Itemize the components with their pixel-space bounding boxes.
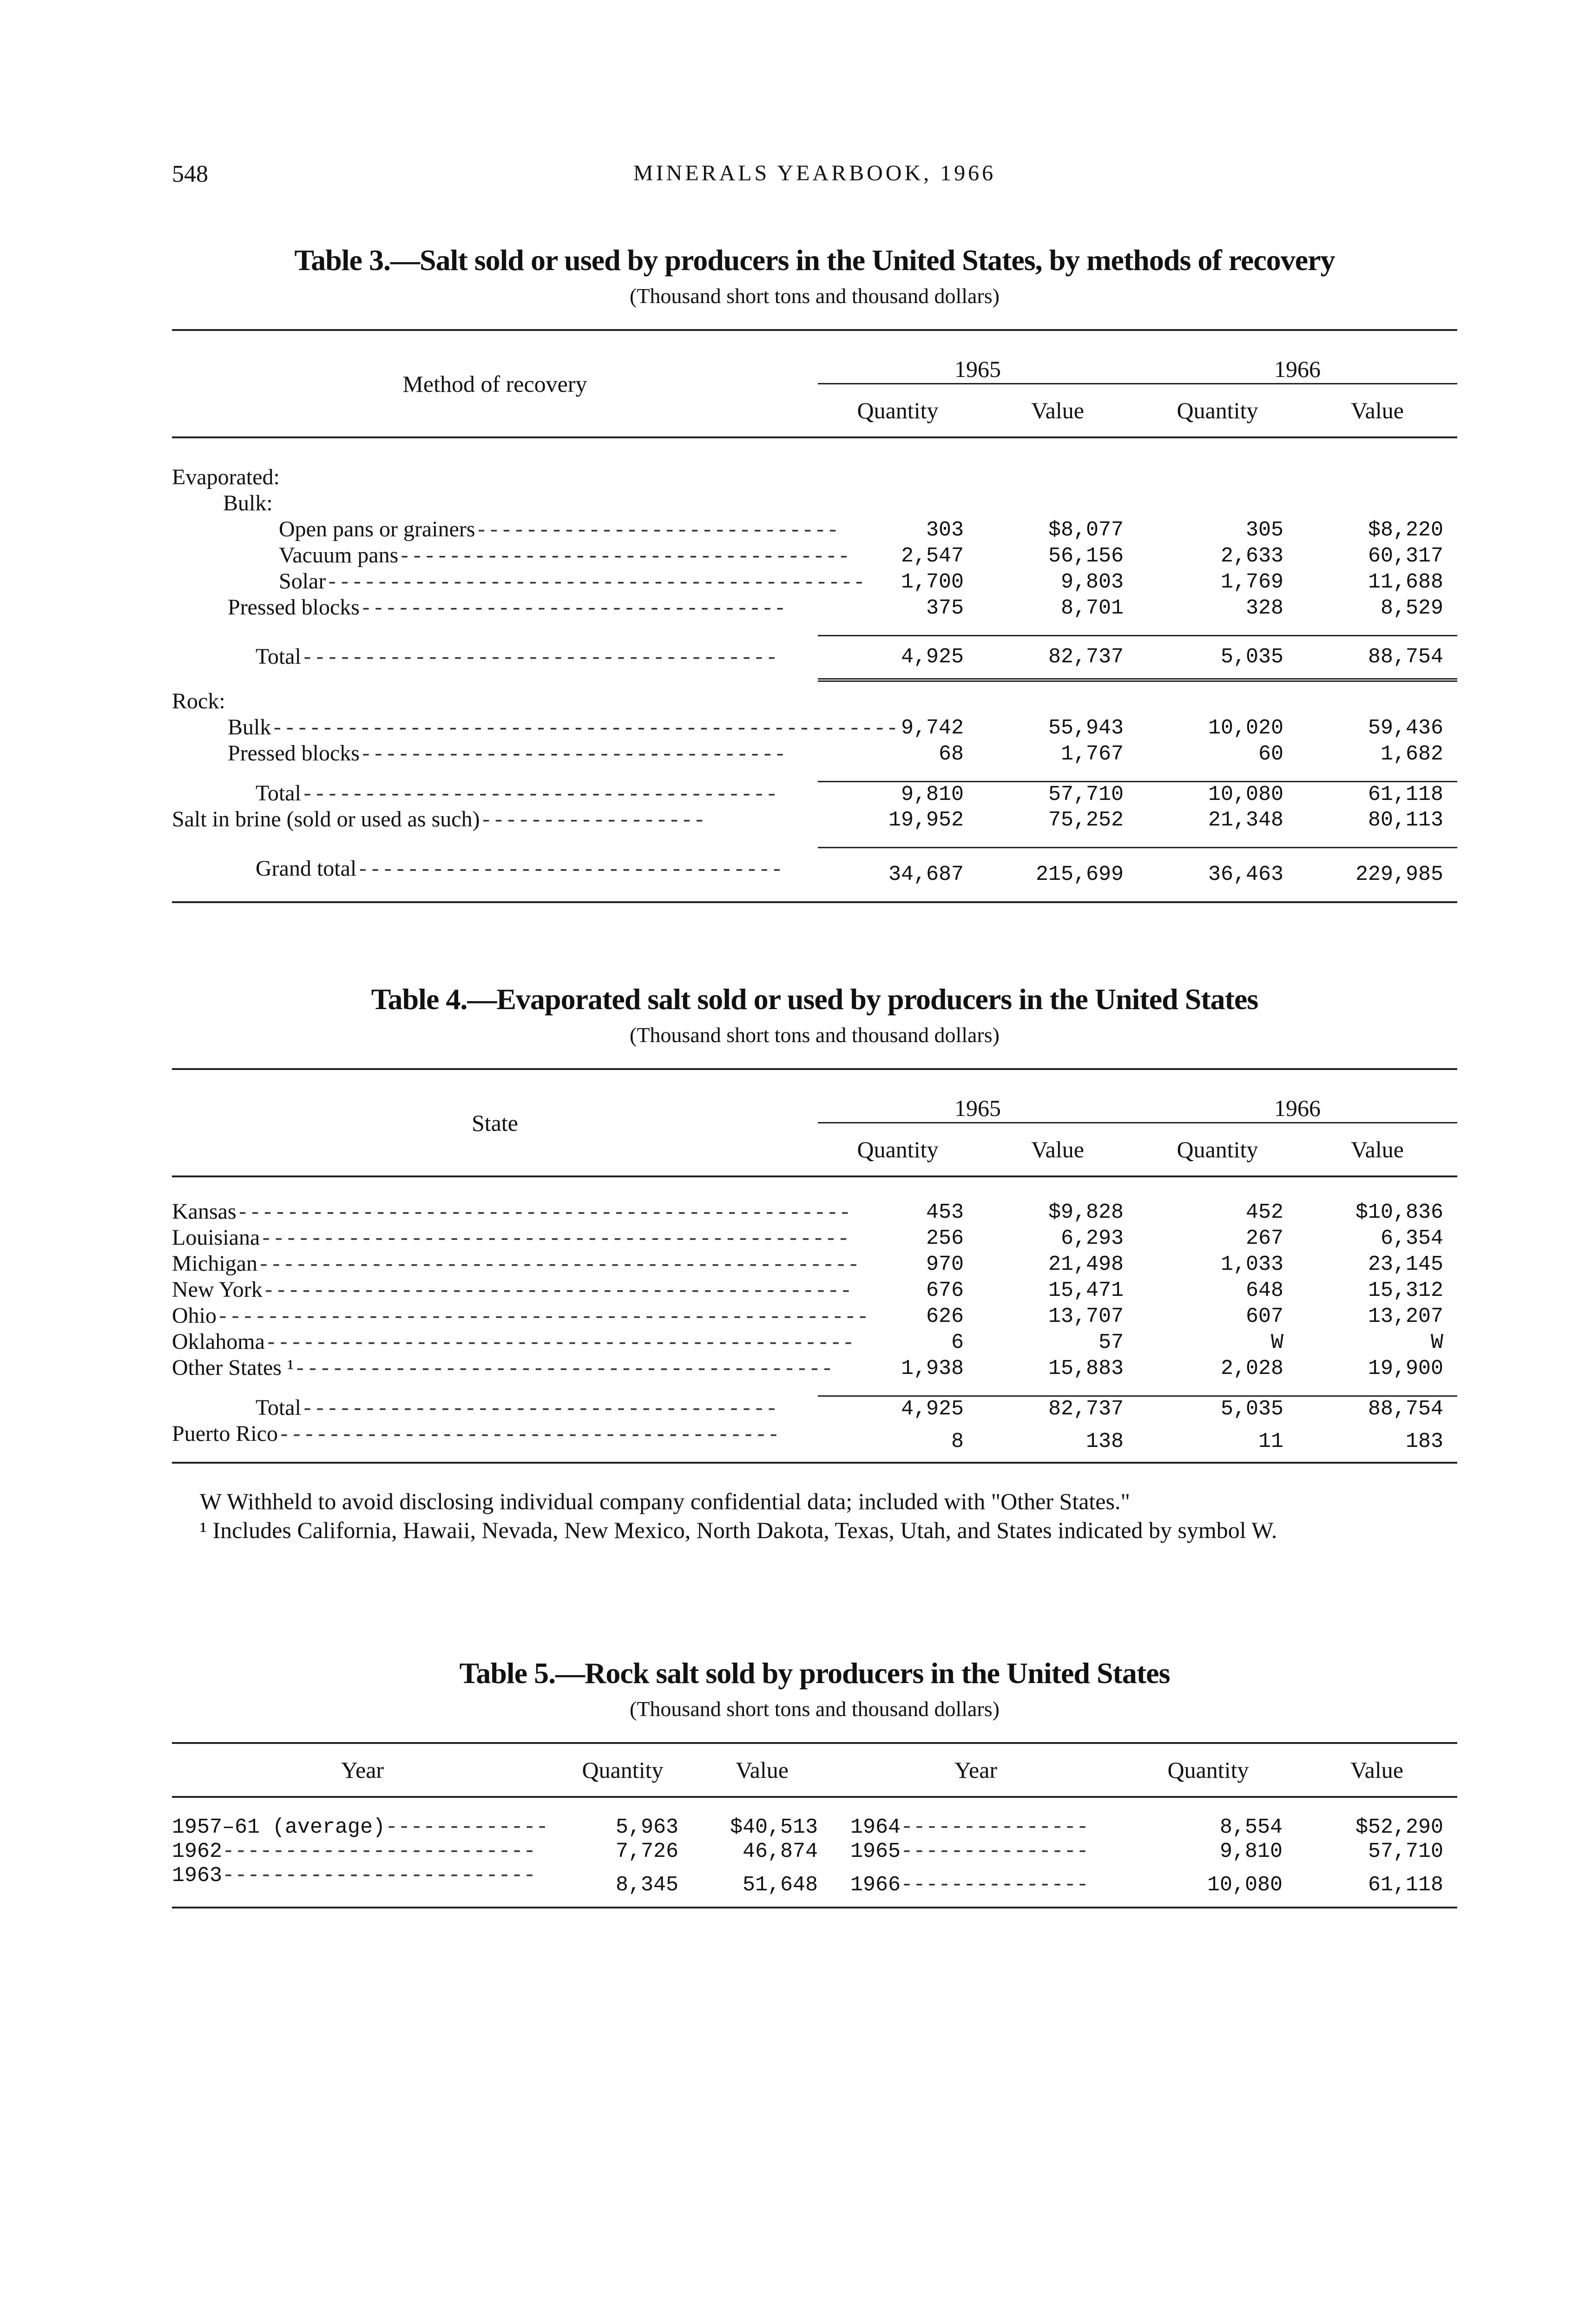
row-label: Puerto Rico: [172, 1421, 278, 1446]
table-row: Pressed blocks---------------------------------- 68 1,767 60 1,682: [172, 741, 1457, 767]
cell-quantity-1965: 256: [926, 1227, 964, 1250]
table-4-block: [172, 981, 1457, 1545]
cell-quantity: 5,963: [615, 1816, 678, 1839]
column-header-quantity: Quantity: [582, 1757, 664, 1783]
row-label: Total: [256, 781, 301, 805]
cell-value-1966: 1,682: [1380, 742, 1443, 766]
cell-year: 1964: [850, 1816, 901, 1839]
cell-value-1966: 13,207: [1368, 1305, 1443, 1328]
cell-value: 51,648: [742, 1873, 818, 1897]
row-label: Kansas: [172, 1199, 237, 1224]
row-label: Ohio: [172, 1303, 217, 1328]
cell-quantity-1966: W: [1270, 1331, 1283, 1354]
cell-value-1965: 138: [1085, 1430, 1124, 1453]
row-label: Other States ¹: [172, 1355, 294, 1380]
cell-quantity-1965: 9,810: [818, 781, 978, 807]
cell-quantity-1965: 34,687: [818, 847, 978, 902]
row-label: Open pans or grainers: [279, 517, 475, 541]
column-header-quantity: Quantity: [857, 1136, 939, 1162]
table-row: 1963------------------------- 8,345 51,648 1966--------------- 10,080 61,118: [172, 1864, 1457, 1908]
cell-quantity: 8,345: [615, 1873, 678, 1897]
cell-quantity-1966: 2,633: [1220, 544, 1283, 568]
row-label: Oklahoma: [172, 1329, 265, 1354]
table-3-year-1965: 1965: [818, 330, 1138, 384]
section-heading: [172, 689, 1457, 715]
cell-value-1965: 21,498: [1048, 1253, 1124, 1276]
cell-value-1965: 6,293: [1060, 1227, 1124, 1250]
table-row: 1962------------------------- 7,726 46,874 1965--------------- 9,810 57,710: [172, 1840, 1457, 1864]
cell-value-1966: 11,688: [1368, 570, 1443, 594]
cell-quantity-1966: 21,348: [1208, 808, 1283, 832]
row-label: Pressed blocks: [228, 595, 360, 620]
section-heading: [172, 491, 1457, 517]
cell-quantity-1965: 453: [926, 1201, 964, 1224]
column-header-value: Value: [1031, 397, 1084, 423]
cell-value-1966: 59,436: [1368, 716, 1443, 740]
cell-quantity-1965: 676: [926, 1279, 964, 1302]
cell-quantity-1966: 11: [1258, 1430, 1283, 1453]
table-row: Michigan------------------------------------------------ 970 21,498 1,033 23,145: [172, 1252, 1457, 1278]
column-header-year: Year: [341, 1757, 384, 1783]
cell-value-1965: 8,701: [1060, 596, 1124, 620]
table-3-stub-header: Method of recovery: [172, 330, 818, 437]
column-header-quantity: Quantity: [1177, 397, 1258, 423]
table-row: Pressed blocks---------------------------------- 375 8,701 328 8,529: [172, 595, 1457, 621]
row-label: Vacuum pans: [279, 543, 399, 568]
cell-quantity-1965: 6: [951, 1331, 964, 1354]
page-number: 548: [172, 161, 208, 187]
column-header-quantity: Quantity: [857, 397, 939, 423]
section-heading: [172, 465, 1457, 491]
cell-year: 1962: [172, 1840, 223, 1863]
cell-year: 1966: [850, 1873, 901, 1897]
table-3-subtitle: (Thousand short tons and thousand dollars): [630, 284, 1000, 308]
cell-value: 61,118: [1368, 1873, 1443, 1897]
table-4-stub-header: State: [172, 1069, 818, 1176]
cell-year: 1963: [172, 1864, 223, 1888]
table-5-block: [172, 1655, 1457, 1908]
cell-quantity-1965: 8: [951, 1430, 964, 1453]
table-4-year-1966: 1966: [1138, 1069, 1457, 1123]
cell-value-1965: 55,943: [1048, 716, 1124, 740]
table-4-footnotes: [172, 1487, 1457, 1545]
column-header-value: Value: [1350, 1757, 1403, 1783]
row-label: Solar: [279, 569, 326, 594]
cell-quantity-1965: 303: [926, 518, 964, 542]
cell-value-1966: 229,985: [1297, 847, 1457, 902]
cell-value-1965: 15,471: [1048, 1279, 1124, 1302]
cell-quantity-1966: 1,033: [1220, 1253, 1283, 1276]
table-row: Vacuum pans------------------------------------ 2,547 56,156 2,633 60,317: [172, 543, 1457, 569]
cell-quantity-1965: 9,742: [901, 716, 964, 740]
table-row-total: Total-------------------------------------- 4,925 82,737 5,035 88,754: [172, 1396, 1457, 1422]
cell-value-1966: 23,145: [1368, 1253, 1443, 1276]
cell-quantity-1966: 36,463: [1138, 847, 1297, 902]
section-label-bulk: Bulk:: [223, 491, 273, 515]
running-title: MINERALS YEARBOOK, 1966: [633, 161, 996, 185]
cell-quantity-1966: 5,035: [1138, 635, 1297, 680]
table-4-year-1965: 1965: [818, 1069, 1138, 1123]
row-label: Louisiana: [172, 1225, 260, 1250]
cell-quantity-1965: 970: [926, 1253, 964, 1276]
row-label: Michigan: [172, 1251, 257, 1276]
cell-value-1966: 88,754: [1297, 635, 1457, 680]
running-head: [172, 160, 1457, 198]
cell-quantity-1965: 626: [926, 1305, 964, 1328]
row-label: Bulk: [228, 715, 271, 739]
table-5-title: Table 5.—Rock salt sold by producers in the United States: [459, 1657, 1170, 1690]
cell-quantity: 10,080: [1207, 1873, 1283, 1897]
cell-value-1966: 80,113: [1368, 808, 1443, 832]
row-label: Grand total: [256, 856, 357, 881]
table-row: Ohio---------------------------------------------------- 626 13,707 607 13,207: [172, 1304, 1457, 1330]
cell-value-1965: 82,737: [978, 635, 1138, 680]
table-row: Puerto Rico---------------------------------------- 8 138 11 183: [172, 1422, 1457, 1463]
cell-value-1966: 19,900: [1368, 1357, 1443, 1380]
table-row: Oklahoma----------------------------------------------- 6 57 W W: [172, 1330, 1457, 1356]
cell-quantity-1966: 10,020: [1208, 716, 1283, 740]
table-row: Kansas------------------------------------------------- 453 $9,828 452 $10,836: [172, 1200, 1457, 1226]
table-row: New York----------------------------------------------- 676 15,471 648 15,312: [172, 1278, 1457, 1304]
cell-value-1965: 57,710: [978, 781, 1138, 807]
cell-quantity-1966: 1,769: [1220, 570, 1283, 594]
footnote-other-states: ¹ Includes California, Hawaii, Nevada, New Mexico, North Dakota, Texas, Utah, and States indicated by symbol W.: [200, 1517, 1277, 1543]
row-label: Total: [256, 644, 301, 669]
cell-quantity-1965: 1,700: [901, 570, 964, 594]
cell-quantity-1966: 2,028: [1220, 1357, 1283, 1380]
row-label: Salt in brine (sold or used as such): [172, 807, 480, 832]
cell-value-1965: 13,707: [1048, 1305, 1124, 1328]
cell-value-1965: 15,883: [1048, 1357, 1124, 1380]
table-row-grand-total: Grand total---------------------------------- 34,687 215,699 36,463 229,985: [172, 847, 1457, 902]
footnote-withheld: W Withheld to avoid disclosing individual company confidential data; included with "Other States.": [200, 1488, 1130, 1514]
column-header-value: Value: [736, 1757, 789, 1783]
cell-quantity-1965: 2,547: [901, 544, 964, 568]
cell-quantity-1966: 607: [1245, 1305, 1283, 1328]
cell-value: $40,513: [730, 1816, 818, 1839]
column-header-value: Value: [1351, 397, 1404, 423]
cell-quantity-1965: 4,925: [818, 635, 978, 680]
cell-year: 1965: [850, 1840, 901, 1863]
column-header-quantity: Quantity: [1177, 1136, 1258, 1162]
table-5-subtitle: (Thousand short tons and thousand dollars): [630, 1697, 1000, 1721]
cell-quantity-1966: 648: [1245, 1279, 1283, 1302]
table-row: Louisiana----------------------------------------------- 256 6,293 267 6,354: [172, 1226, 1457, 1252]
cell-quantity-1965: 1,938: [901, 1357, 964, 1380]
row-label: New York: [172, 1277, 263, 1302]
cell-value-1966: 88,754: [1297, 1396, 1457, 1422]
cell-value-1966: 183: [1405, 1430, 1443, 1453]
table-4: [172, 1068, 1457, 1464]
cell-value-1965: $9,828: [1048, 1201, 1124, 1224]
cell-value-1966: 15,312: [1368, 1279, 1443, 1302]
cell-value-1966: W: [1430, 1331, 1443, 1354]
cell-quantity-1966: 5,035: [1138, 1396, 1297, 1422]
section-label-rock: Rock:: [172, 689, 225, 713]
cell-quantity-1966: 10,080: [1138, 781, 1297, 807]
cell-value-1965: 215,699: [978, 847, 1138, 902]
table-4-title: Table 4.—Evaporated salt sold or used by producers in the United States: [371, 983, 1258, 1016]
table-row: Open pans or grainers----------------------------- 303 $8,077 305 $8,220: [172, 517, 1457, 543]
cell-quantity: 9,810: [1219, 1840, 1283, 1863]
row-label: Total: [256, 1395, 301, 1420]
table-row: Other States ¹------------------------------------------- 1,938 15,883 2,028 19,900: [172, 1356, 1457, 1382]
table-3-year-1966: 1966: [1138, 330, 1457, 384]
cell-quantity-1966: 305: [1245, 518, 1283, 542]
table-row: 1957–61 (average)------------- 5,963 $40,513 1964--------------- 8,554 $52,290: [172, 1816, 1457, 1840]
cell-value: 46,874: [742, 1840, 818, 1863]
table-4-subtitle: (Thousand short tons and thousand dollars): [630, 1023, 1000, 1047]
cell-value-1965: 57: [1098, 1331, 1124, 1354]
cell-quantity-1965: 375: [926, 596, 964, 620]
column-header-value: Value: [1351, 1136, 1404, 1162]
table-row: Solar------------------------------------------- 1,700 9,803 1,769 11,688: [172, 569, 1457, 595]
column-header-value: Value: [1031, 1136, 1084, 1162]
cell-value-1966: $10,836: [1355, 1201, 1443, 1224]
table-row: Salt in brine (sold or used as such)------------------ 19,952 75,252 21,348 80,113: [172, 807, 1457, 833]
cell-value-1965: 75,252: [1048, 808, 1124, 832]
cell-quantity: 8,554: [1219, 1816, 1283, 1839]
cell-quantity: 7,726: [615, 1840, 678, 1863]
cell-value-1966: 8,529: [1380, 596, 1443, 620]
cell-value-1966: $8,220: [1368, 518, 1443, 542]
cell-quantity-1966: 328: [1245, 596, 1283, 620]
cell-quantity-1966: 60: [1258, 742, 1283, 766]
table-3-title: Table 3.—Salt sold or used by producers in the United States, by methods of recovery: [294, 244, 1335, 277]
cell-quantity-1965: 4,925: [818, 1396, 978, 1422]
cell-quantity-1966: 267: [1245, 1227, 1283, 1250]
row-label: Pressed blocks: [228, 741, 360, 766]
cell-value-1965: 9,803: [1060, 570, 1124, 594]
cell-value-1966: 6,354: [1380, 1227, 1443, 1250]
cell-value-1966: 60,317: [1368, 544, 1443, 568]
cell-value-1966: 61,118: [1297, 781, 1457, 807]
column-header-quantity: Quantity: [1167, 1757, 1249, 1783]
table-5: [172, 1742, 1457, 1908]
table-row-total: Total-------------------------------------- 4,925 82,737 5,035 88,754: [172, 635, 1457, 680]
cell-value: $52,290: [1355, 1816, 1443, 1839]
section-label-evaporated: Evaporated:: [172, 465, 280, 489]
cell-quantity-1965: 19,952: [888, 808, 964, 832]
table-row: Bulk-------------------------------------------------- 9,742 55,943 10,020 59,436: [172, 715, 1457, 741]
cell-value-1965: $8,077: [1048, 518, 1124, 542]
cell-quantity-1966: 452: [1245, 1201, 1283, 1224]
cell-value-1965: 1,767: [1060, 742, 1124, 766]
cell-value-1965: 82,737: [978, 1396, 1138, 1422]
table-3-block: [172, 242, 1457, 903]
cell-quantity-1965: 68: [938, 742, 964, 766]
cell-value: 57,710: [1368, 1840, 1443, 1863]
cell-value-1965: 56,156: [1048, 544, 1124, 568]
table-row-total: Total-------------------------------------- 9,810 57,710 10,080 61,118: [172, 781, 1457, 807]
table-3: [172, 329, 1457, 903]
cell-year: 1957–61 (average): [172, 1816, 386, 1839]
column-header-year: Year: [954, 1757, 998, 1783]
